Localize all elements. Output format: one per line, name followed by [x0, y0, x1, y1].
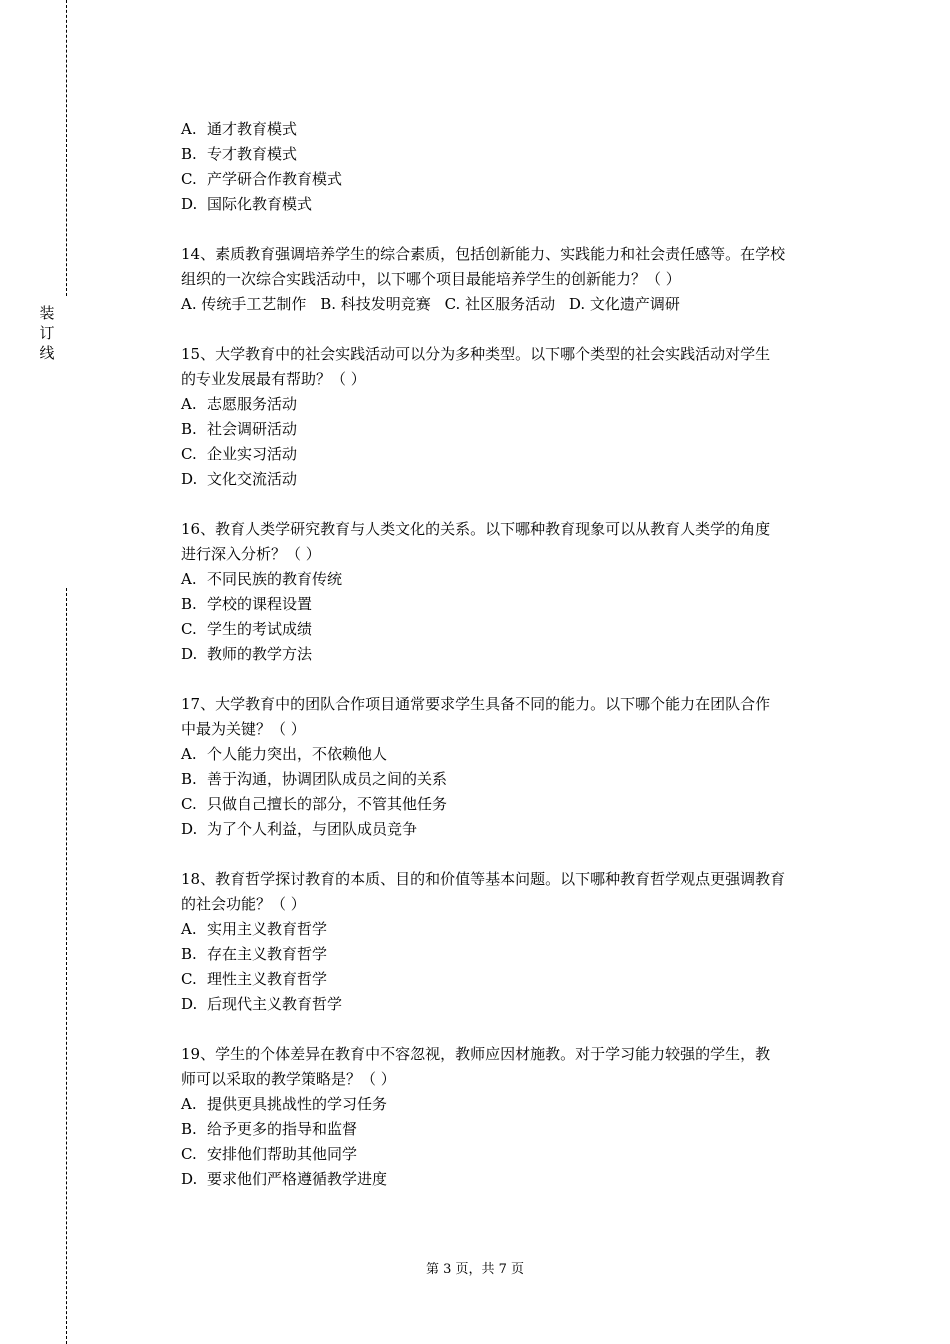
question-stem-line: 15、大学教育中的社会实践活动可以分为多种类型。以下哪个类型的社会实践活动对学生 [181, 345, 771, 363]
binding-char: 订 [39, 324, 55, 342]
option-c[interactable]: C. 企业实习活动 [181, 445, 298, 463]
binding-label [37, 303, 57, 363]
option-c[interactable]: C. 只做自己擅长的部分，不管其他任务 [181, 795, 448, 813]
option-d[interactable]: D. 要求他们严格遵循教学进度 [181, 1170, 388, 1188]
question-19 [181, 1042, 841, 1192]
question-stem-line: 师可以采取的教学策略是？（ ） [181, 1070, 396, 1088]
option-b[interactable]: B. 存在主义教育哲学 [181, 945, 328, 963]
option-d[interactable]: D. 国际化教育模式 [181, 195, 313, 213]
option-c[interactable]: C. 产学研合作教育模式 [181, 170, 343, 188]
question-stem-line: 16、教育人类学研究教育与人类文化的关系。以下哪种教育现象可以从教育人类学的角度 [181, 520, 771, 538]
option-b[interactable]: B. 社会调研活动 [181, 420, 298, 438]
option-b[interactable]: B. 科技发明竞赛 [320, 295, 431, 313]
option-a[interactable]: A. 通才教育模式 [181, 120, 298, 138]
question-stem-line: 的社会功能？（ ） [181, 895, 306, 913]
option-c[interactable]: C. 社区服务活动 [444, 295, 556, 313]
binding-char: 线 [39, 344, 55, 362]
option-b[interactable]: B. 善于沟通，协调团队成员之间的关系 [181, 770, 448, 788]
option-a[interactable]: A. 志愿服务活动 [181, 395, 298, 413]
question-stem-line: 17、大学教育中的团队合作项目通常要求学生具备不同的能力。以下哪个能力在团队合作 [181, 695, 771, 713]
question-17 [181, 692, 841, 842]
option-a[interactable]: A. 个人能力突出，不依赖他人 [181, 745, 388, 763]
question-15 [181, 342, 841, 492]
question-14 [181, 242, 841, 317]
question-stem-line: 中最为关键？（ ） [181, 720, 306, 738]
option-a[interactable]: A. 传统手工艺制作 [181, 295, 307, 313]
option-c[interactable]: C. 学生的考试成绩 [181, 620, 313, 638]
question-stem-line: 14、素质教育强调培养学生的综合素质，包括创新能力、实践能力和社会责任感等。在学校 [181, 245, 786, 263]
question-16 [181, 517, 841, 667]
option-b[interactable]: B. 专才教育模式 [181, 145, 298, 163]
binding-char: 装 [39, 304, 55, 322]
question-stem-line: 18、教育哲学探讨教育的本质、目的和价值等基本问题。以下哪种教育哲学观点更强调教育 [181, 870, 786, 888]
exam-content [181, 117, 841, 1192]
option-c[interactable]: C. 理性主义教育哲学 [181, 970, 328, 988]
option-d[interactable]: D. 为了个人利益，与团队成员竞争 [181, 820, 418, 838]
question-stem-line: 进行深入分析？（ ） [181, 545, 321, 563]
question-18 [181, 867, 841, 1017]
option-d[interactable]: D. 后现代主义教育哲学 [181, 995, 343, 1013]
binding-line-top [66, 0, 67, 296]
option-d[interactable]: D. 文化交流活动 [181, 470, 298, 488]
option-d[interactable]: D. 教师的教学方法 [181, 645, 313, 663]
page-footer: 第 3 页，共 7 页 [425, 1262, 525, 1277]
question-13-options [181, 117, 841, 217]
binding-line-bottom [66, 588, 67, 1344]
option-a[interactable]: A. 实用主义教育哲学 [181, 920, 328, 938]
option-b[interactable]: B. 学校的课程设置 [181, 595, 313, 613]
inline-options [181, 292, 841, 317]
option-b[interactable]: B. 给予更多的指导和监督 [181, 1120, 358, 1138]
option-a[interactable]: A. 不同民族的教育传统 [181, 570, 343, 588]
option-a[interactable]: A. 提供更具挑战性的学习任务 [181, 1095, 388, 1113]
question-stem-line: 的专业发展最有帮助？（ ） [181, 370, 366, 388]
question-stem-line: 19、学生的个体差异在教育中不容忽视，教师应因材施教。对于学习能力较强的学生，教 [181, 1045, 771, 1063]
option-d[interactable]: D. 文化遗产调研 [568, 295, 680, 313]
option-c[interactable]: C. 安排他们帮助其他同学 [181, 1145, 358, 1163]
question-stem-line: 组织的一次综合实践活动中，以下哪个项目最能培养学生的创新能力？（ ） [181, 270, 681, 288]
